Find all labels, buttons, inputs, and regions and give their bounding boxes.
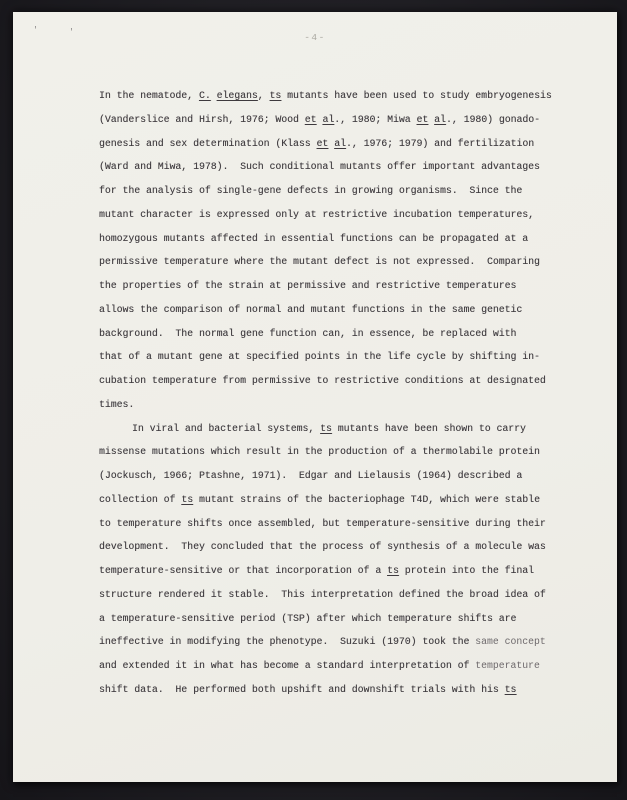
text-line: structure rendered it stable. This interpretation defined the broad idea of <box>99 588 546 600</box>
text-line: (Jockusch, 1966; Ptashne, 1971). Edgar and Lielausis (1964) described a <box>99 470 523 481</box>
text-line: collection of ts mutant strains of the bacteriophage T4D, which were stable <box>99 493 540 505</box>
text-line: for the analysis of single-gene defects in growing organisms. Since the <box>99 185 523 196</box>
text-line: (Ward and Miwa, 1978). Such conditional mutants offer important advantages <box>99 161 540 173</box>
text-line: cubation temperature from permissive to restrictive conditions at designated <box>99 375 546 386</box>
text-line: (Vanderslice and Hirsh, 1976; Wood et al., 1980; Miwa et al., 1980) gonado- <box>99 113 541 125</box>
document-page <box>13 12 617 782</box>
text-line: homozygous mutants affected in essential functions can be propagated at a <box>99 232 529 244</box>
text-line: to temperature shifts once assembled, but temperature-sensitive during their <box>99 517 546 529</box>
text-line: temperature-sensitive or that incorporation of a ts protein into the final <box>99 565 535 576</box>
stray-mark: ' <box>69 28 74 37</box>
text-line: the properties of the strain at permissive and restrictive temperatures <box>99 280 517 291</box>
text-line: In viral and bacterial systems, ts mutants have been shown to carry <box>132 422 526 434</box>
text-line: permissive temperature where the mutant defect is not expressed. Comparing <box>99 256 540 268</box>
text-line: genesis and sex determination (Klass et al., 1976; 1979) and fertilization <box>99 137 535 149</box>
page-number: -4- <box>304 32 326 43</box>
text-line: that of a mutant gene at specified points in the life cycle by shifting in- <box>99 351 540 363</box>
text-line: background. The normal gene function can, in essence, be replaced with <box>99 327 517 339</box>
text-line: and extended it in what has become a standard interpretation of temperature <box>99 660 540 671</box>
text-line: ineffective in modifying the phenotype. Suzuki (1970) took the same concept <box>99 636 546 648</box>
text-line: mutant character is expressed only at restrictive incubation temperatures, <box>99 208 535 220</box>
text-line: missense mutations which result in the production of a thermolabile protein <box>99 446 540 458</box>
text-line: In the nematode, C. elegans, ts mutants have been used to study embryogenesis <box>99 90 552 101</box>
text-line: times. <box>99 398 135 410</box>
text-line: allows the comparison of normal and mutant functions in the same genetic <box>99 303 523 315</box>
text-line: development. They concluded that the process of synthesis of a molecule was <box>99 541 546 553</box>
text-line: a temperature-sensitive period (TSP) after which temperature shifts are <box>99 612 517 624</box>
text-line: shift data. He performed both upshift and downshift trials with his ts <box>99 683 517 695</box>
stray-mark: ' <box>33 26 38 35</box>
body-text <box>99 84 569 702</box>
